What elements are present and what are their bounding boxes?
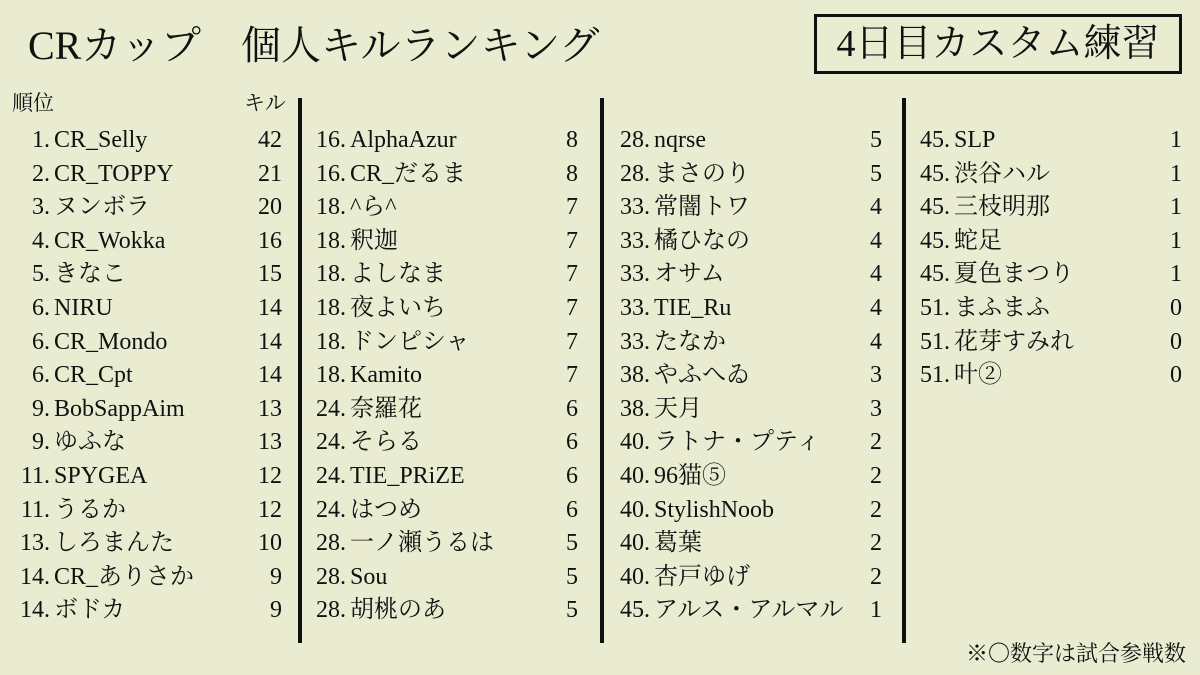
player-name: 胡桃のあ [350, 597, 446, 624]
day-badge: 4日目カスタム練習 [814, 14, 1182, 74]
player-name: 花芽すみれ [954, 328, 1074, 355]
ranking-row [12, 359, 282, 393]
ranking-row [612, 594, 882, 628]
ranking-row [12, 124, 282, 158]
player-kills: 16 [258, 227, 282, 254]
player-kills: 2 [870, 462, 882, 489]
ranking-row [612, 158, 882, 192]
ranking-row [12, 225, 282, 259]
player-kills: 3 [870, 362, 882, 389]
player-name: 天月 [654, 395, 702, 422]
ranking-row [612, 359, 882, 393]
player-name: CR_Wokka [54, 227, 166, 254]
player-kills: 4 [870, 328, 882, 355]
ranking-row [912, 326, 1182, 360]
player-rank: 6. [32, 328, 50, 355]
ranking-row [612, 258, 882, 292]
player-kills: 1 [1170, 194, 1182, 221]
ranking-row [12, 191, 282, 225]
player-kills: 6 [566, 496, 578, 523]
player-kills: 7 [566, 328, 578, 355]
ranking-row [612, 561, 882, 595]
column-divider [902, 98, 906, 643]
player-rank: 16. [316, 160, 346, 187]
ranking-row [308, 527, 578, 561]
player-name: まふまふ [954, 294, 1050, 321]
ranking-row [912, 292, 1182, 326]
ranking-row [912, 191, 1182, 225]
player-rank: 18. [316, 294, 346, 321]
ranking-row [12, 292, 282, 326]
player-rank: 11. [20, 462, 50, 489]
player-kills: 12 [258, 496, 282, 523]
ranking-row [12, 258, 282, 292]
ranking-row [12, 527, 282, 561]
player-name: ^ら^ [350, 194, 397, 221]
player-rank: 28. [620, 160, 650, 187]
player-rank: 11. [20, 496, 50, 523]
player-name: アルス・アルマル [654, 597, 844, 624]
player-name: TIE_PRiZE [350, 462, 465, 489]
player-rank: 16. [316, 127, 346, 153]
ranking-row [308, 426, 578, 460]
player-kills: 7 [566, 294, 578, 321]
player-kills: 0 [1170, 294, 1182, 321]
ranking-row [612, 326, 882, 360]
player-rank: 28. [316, 530, 346, 557]
player-kills: 9 [270, 597, 282, 624]
player-rank: 1. [32, 127, 50, 153]
ranking-row [308, 561, 578, 595]
player-name: オサム [654, 261, 725, 288]
player-kills: 2 [870, 563, 882, 590]
player-rank: 45. [920, 227, 950, 254]
player-kills: 1 [1170, 227, 1182, 254]
player-name: ドンピシャ [350, 328, 470, 355]
player-kills: 5 [566, 597, 578, 624]
ranking-row [912, 225, 1182, 259]
ranking-row [308, 158, 578, 192]
player-name: きなこ [54, 261, 126, 288]
ranking-row [308, 225, 578, 259]
ranking-row [12, 561, 282, 595]
player-kills: 10 [258, 530, 282, 557]
player-rank: 40. [620, 530, 650, 557]
player-rank: 18. [316, 328, 346, 355]
player-rank: 6. [32, 362, 50, 389]
ranking-row [612, 292, 882, 326]
player-rank: 45. [920, 261, 950, 288]
column-divider [298, 98, 302, 643]
player-kills: 9 [270, 563, 282, 590]
player-rank: 51. [920, 328, 950, 355]
player-rank: 9. [32, 429, 50, 456]
player-name: NIRU [54, 294, 113, 321]
player-kills: 5 [566, 563, 578, 590]
ranking-column-1 [12, 124, 282, 628]
ranking-row [308, 326, 578, 360]
player-kills: 2 [870, 530, 882, 557]
player-name: 常闇トワ [654, 194, 750, 221]
player-kills: 5 [870, 160, 882, 187]
player-rank: 40. [620, 563, 650, 590]
player-rank: 24. [316, 395, 346, 422]
player-rank: 13. [20, 530, 50, 557]
ranking-row [912, 124, 1182, 158]
player-rank: 51. [920, 294, 950, 321]
ranking-column-4 [912, 124, 1182, 393]
ranking-row [612, 426, 882, 460]
player-name: 橘ひなの [654, 227, 750, 254]
ranking-row [308, 258, 578, 292]
player-name: たなか [654, 328, 726, 355]
ranking-row [308, 494, 578, 528]
player-rank: 2. [32, 160, 50, 187]
player-kills: 8 [566, 127, 578, 153]
player-name: CR_だるま [350, 160, 467, 187]
player-name: 奈羅花 [350, 395, 422, 422]
player-name: AlphaAzur [350, 127, 457, 153]
player-name: ゆふな [54, 429, 126, 456]
player-name: nqrse [654, 127, 706, 153]
player-kills: 4 [870, 261, 882, 288]
player-kills: 1 [1170, 127, 1182, 153]
player-rank: 33. [620, 227, 650, 254]
player-kills: 21 [258, 160, 282, 187]
ranking-row [912, 158, 1182, 192]
player-name: CR_Selly [54, 127, 148, 153]
player-rank: 3. [32, 194, 50, 221]
player-name: 夜よいち [350, 294, 446, 321]
player-rank: 38. [620, 362, 650, 389]
player-rank: 45. [620, 597, 650, 624]
player-name: 葛葉 [654, 530, 702, 557]
player-kills: 8 [566, 160, 578, 187]
player-name: CR_Mondo [54, 328, 168, 355]
player-rank: 40. [620, 429, 650, 456]
rank-header: 順位 [12, 91, 54, 115]
player-kills: 6 [566, 429, 578, 456]
ranking-row [12, 326, 282, 360]
ranking-column-2 [308, 124, 578, 628]
player-rank: 9. [32, 395, 50, 422]
player-rank: 45. [920, 127, 950, 153]
player-name: CR_ありさか [54, 563, 195, 590]
player-name: 渋谷ハル [954, 160, 1050, 187]
player-kills: 15 [258, 261, 282, 288]
player-kills: 5 [870, 127, 882, 153]
ranking-row [308, 393, 578, 427]
player-name: よしなま [350, 261, 446, 288]
player-name: BobSappAim [54, 395, 185, 422]
player-rank: 28. [316, 597, 346, 624]
player-kills: 13 [258, 429, 282, 456]
player-kills: 14 [258, 294, 282, 321]
ranking-row [912, 258, 1182, 292]
player-name: CR_TOPPY [54, 160, 174, 187]
ranking-column-3 [612, 124, 882, 628]
player-rank: 33. [620, 194, 650, 221]
ranking-row [612, 225, 882, 259]
player-rank: 14. [20, 597, 50, 624]
player-name: ラトナ・プティ [654, 429, 821, 456]
player-kills: 1 [1170, 160, 1182, 187]
player-kills: 2 [870, 429, 882, 456]
player-kills: 5 [566, 530, 578, 557]
player-rank: 14. [20, 563, 50, 590]
player-kills: 13 [258, 395, 282, 422]
ranking-row [12, 494, 282, 528]
player-rank: 28. [316, 563, 346, 590]
player-kills: 4 [870, 294, 882, 321]
ranking-row [308, 460, 578, 494]
player-rank: 38. [620, 395, 650, 422]
player-rank: 24. [316, 429, 346, 456]
player-kills: 2 [870, 496, 882, 523]
player-name: 蛇足 [954, 227, 1002, 254]
ranking-row [612, 527, 882, 561]
kills-header: キル [244, 91, 286, 115]
player-rank: 6. [32, 294, 50, 321]
player-rank: 18. [316, 261, 346, 288]
player-rank: 51. [920, 362, 950, 389]
player-rank: 24. [316, 462, 346, 489]
ranking-row [612, 393, 882, 427]
player-kills: 0 [1170, 362, 1182, 389]
player-kills: 20 [258, 194, 282, 221]
player-rank: 4. [32, 227, 50, 254]
player-name: はつめ [350, 496, 422, 523]
player-name: 叶② [954, 362, 1002, 389]
ranking-row [308, 359, 578, 393]
player-rank: 40. [620, 462, 650, 489]
player-name: 96猫⑤ [654, 462, 726, 489]
player-rank: 18. [316, 362, 346, 389]
player-kills: 7 [566, 261, 578, 288]
player-rank: 33. [620, 261, 650, 288]
player-name: しろまんた [54, 530, 174, 557]
player-name: ボドカ [54, 597, 126, 624]
player-name: StylishNoob [654, 496, 775, 523]
ranking-row [308, 124, 578, 158]
ranking-row [612, 191, 882, 225]
ranking-row [308, 292, 578, 326]
player-kills: 14 [258, 328, 282, 355]
player-rank: 28. [620, 127, 650, 153]
player-rank: 33. [620, 294, 650, 321]
page-title: CRカップ 個人キルランキング [28, 23, 600, 68]
player-kills: 7 [566, 362, 578, 389]
ranking-row [12, 393, 282, 427]
player-name: ヌンボラ [54, 194, 150, 221]
player-name: 杏戸ゆげ [654, 563, 750, 590]
ranking-row [12, 594, 282, 628]
player-kills: 7 [566, 194, 578, 221]
player-kills: 1 [870, 597, 882, 624]
player-kills: 6 [566, 462, 578, 489]
player-name: そらる [350, 429, 422, 456]
player-kills: 12 [258, 462, 282, 489]
player-rank: 40. [620, 496, 650, 523]
player-kills: 42 [258, 127, 282, 153]
player-rank: 18. [316, 194, 346, 221]
player-kills: 4 [870, 227, 882, 254]
player-name: SLP [954, 127, 996, 153]
ranking-row [612, 460, 882, 494]
ranking-row [12, 158, 282, 192]
player-rank: 45. [920, 194, 950, 221]
player-name: まさのり [654, 160, 750, 187]
ranking-row [612, 494, 882, 528]
ranking-row [612, 124, 882, 158]
ranking-row [12, 460, 282, 494]
player-name: 三枝明那 [954, 194, 1050, 221]
player-rank: 18. [316, 227, 346, 254]
player-name: 一ノ瀬うるは [350, 530, 494, 557]
player-kills: 7 [566, 227, 578, 254]
ranking-row [912, 359, 1182, 393]
player-rank: 33. [620, 328, 650, 355]
player-name: CR_Cpt [54, 362, 133, 389]
player-name: Sou [350, 563, 388, 590]
player-name: やふへゐ [654, 362, 750, 389]
player-kills: 6 [566, 395, 578, 422]
player-kills: 3 [870, 395, 882, 422]
player-name: 釈迦 [350, 227, 398, 254]
player-kills: 14 [258, 362, 282, 389]
player-rank: 45. [920, 160, 950, 187]
player-name: 夏色まつり [954, 261, 1074, 288]
player-name: Kamito [350, 362, 422, 389]
ranking-row [308, 191, 578, 225]
player-kills: 1 [1170, 261, 1182, 288]
player-rank: 5. [32, 261, 50, 288]
player-name: TIE_Ru [654, 294, 732, 321]
footnote: ※〇数字は試合参戦数 [965, 641, 1186, 666]
ranking-row [12, 426, 282, 460]
player-name: うるか [54, 496, 126, 523]
column-divider [600, 98, 604, 643]
player-rank: 24. [316, 496, 346, 523]
player-kills: 4 [870, 194, 882, 221]
player-name: SPYGEA [54, 462, 148, 489]
player-kills: 0 [1170, 328, 1182, 355]
ranking-row [308, 594, 578, 628]
